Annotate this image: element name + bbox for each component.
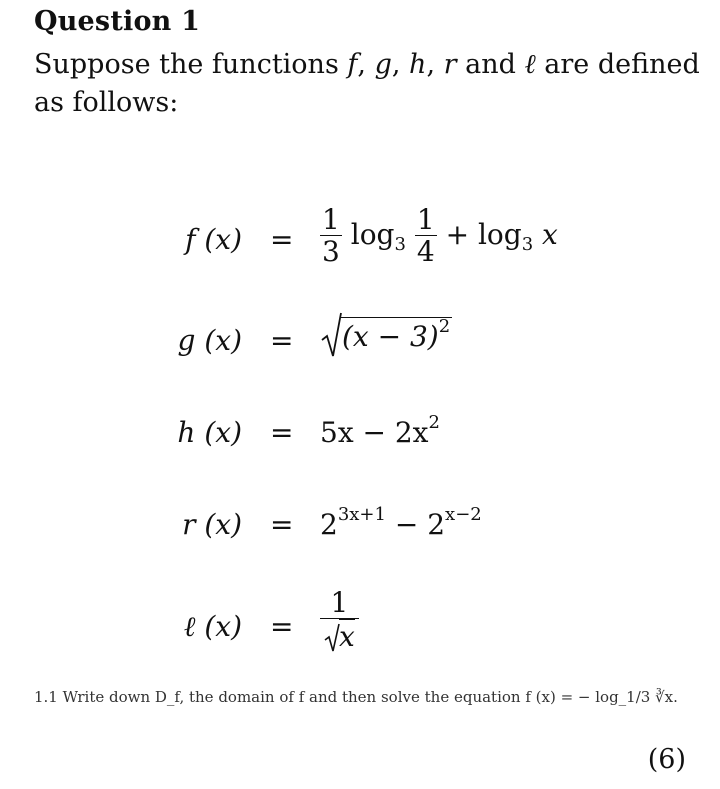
func-l: ℓ <box>524 49 536 80</box>
equation-l <box>0 588 720 658</box>
equation-g-rhs <box>320 312 452 358</box>
fraction-denominator <box>320 618 359 653</box>
equals-sign: = <box>270 324 294 357</box>
equals-sign: = <box>270 416 294 449</box>
fraction-numerator: 1 <box>322 203 340 236</box>
equation-h-rhs <box>320 412 440 449</box>
equation-r-rhs <box>320 504 482 541</box>
base-two: 2 <box>320 508 338 541</box>
equation-f-rhs <box>320 205 558 268</box>
equals-sign: = <box>270 223 294 256</box>
log-base: 3 <box>394 234 406 255</box>
sqrt-radicand: x <box>339 620 355 653</box>
equation-f <box>0 205 720 275</box>
equation-l-lhs: ℓ (x) <box>183 610 242 643</box>
exponent: 2 <box>438 316 451 337</box>
intro-and: and <box>456 49 525 80</box>
exponent: 3x+1 <box>337 504 386 525</box>
fraction-denominator: 4 <box>416 235 435 268</box>
intro-sep: , <box>426 49 444 80</box>
log-base: 3 <box>521 234 534 255</box>
exponent: x−2 <box>445 504 482 525</box>
func-h: h <box>409 49 427 80</box>
fraction-one-over-sqrt-x <box>320 588 359 653</box>
equation-g <box>0 308 720 378</box>
intro-text-after: are defined as follows: <box>34 49 700 118</box>
equation-r-lhs: r (x) <box>182 508 242 541</box>
intro-sep: , <box>391 49 410 80</box>
func-g: g <box>374 49 392 80</box>
equation-h <box>0 404 720 474</box>
equation-h-lhs: h (x) <box>177 416 242 449</box>
plus-log: + log <box>445 218 522 251</box>
fraction-numerator: 1 <box>330 586 349 619</box>
fraction-one-quarter <box>415 205 437 268</box>
h-expression: 5x − 2x <box>320 416 429 449</box>
minus-two: − 2 <box>385 508 446 541</box>
equals-sign: = <box>270 508 294 541</box>
fraction-numerator: 1 <box>416 203 435 236</box>
func-f: f <box>347 49 358 80</box>
equation-l-rhs <box>320 588 359 653</box>
square-root <box>320 312 452 358</box>
equation-r <box>0 494 720 564</box>
sub-question-1-1: 1.1 Write down D_f, the domain of f and then solve the equation f (x) = − log_1/3 ∛x. <box>34 688 678 706</box>
intro-sep: , <box>357 49 375 80</box>
fraction-one-third <box>320 205 342 268</box>
radical-sign-icon <box>324 622 340 652</box>
fraction-denominator: 3 <box>322 235 340 268</box>
log-operator: log <box>350 218 395 251</box>
question-heading: Question 1 <box>34 6 201 37</box>
equation-f-lhs: f (x) <box>185 223 242 256</box>
radical-sign-icon <box>320 312 342 358</box>
equation-g-lhs: g (x) <box>177 324 242 357</box>
func-r: r <box>443 49 457 80</box>
intro-text-before: Suppose the functions <box>34 49 339 80</box>
sqrt-radicand: (x − 3) <box>342 320 439 353</box>
marks-allocation: (6) <box>647 744 686 775</box>
equals-sign: = <box>270 610 294 643</box>
exponent: 2 <box>428 412 440 433</box>
variable-x: x <box>542 218 558 251</box>
question-intro <box>34 46 704 122</box>
